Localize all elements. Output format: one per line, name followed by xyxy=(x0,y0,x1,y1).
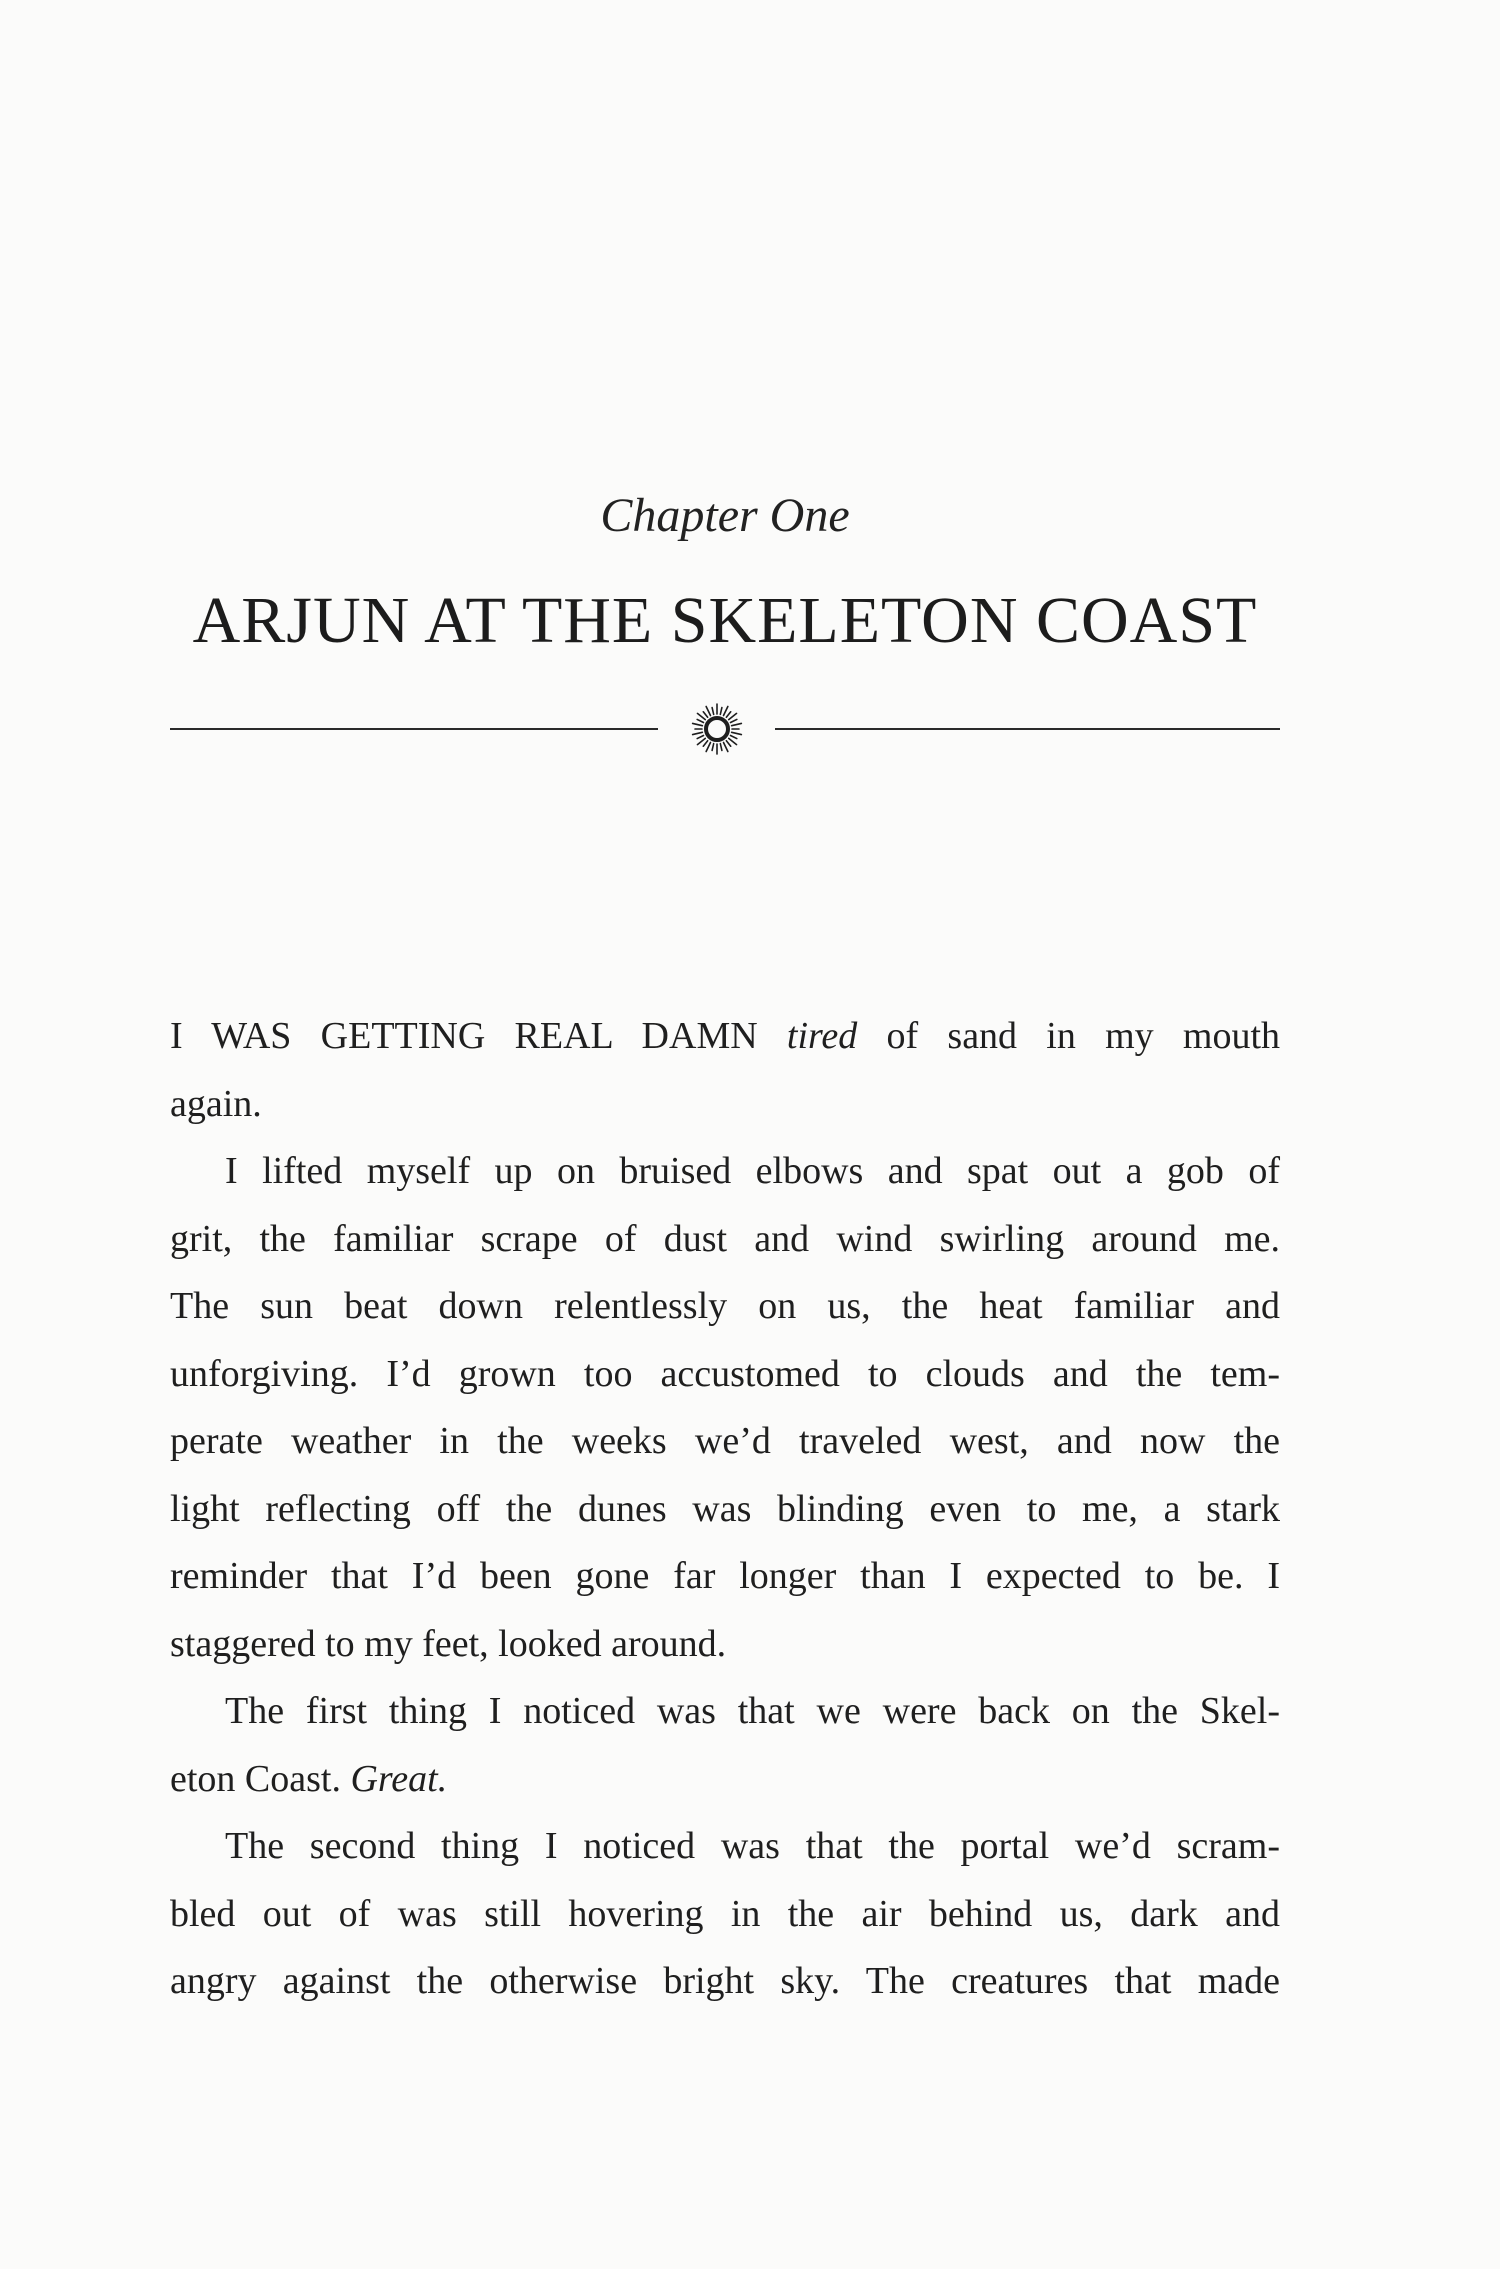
body-line: angry against the otherwise bright sky. The creatures that made xyxy=(170,1960,1280,2002)
body-line: The sun beat down relentlessly on us, the heat familiar and xyxy=(170,1285,1280,1327)
body-line: again. xyxy=(170,1082,262,1125)
chapter-ornament xyxy=(170,694,1280,764)
body-line: The second thing I noticed was that the portal we’d scram- xyxy=(225,1825,1280,1867)
body-line: perate weather in the weeks we’d traveled west, and now the xyxy=(170,1420,1280,1462)
body-line: bled out of was still hovering in the air behind us, dark and xyxy=(170,1892,1280,1935)
ornament-rule-left xyxy=(170,728,658,730)
body-line: I WAS GETTING REAL DAMN tired of sand in my mouth xyxy=(170,1015,1281,1057)
body-line: grit, the familiar scrape of dust and wind swirling around me. xyxy=(170,1217,1280,1260)
ornament-rule-right xyxy=(775,728,1280,730)
body-line: unforgiving. I’d grown too accustomed to clouds and the tem- xyxy=(170,1352,1280,1395)
chapter-body xyxy=(170,1003,1280,2016)
sun-ornament-icon xyxy=(682,694,752,764)
body-line: staggered to my feet, looked around. xyxy=(170,1622,727,1665)
chapter-label: Chapter One xyxy=(600,489,850,542)
body-line: The first thing I noticed was that we were back on the Skel- xyxy=(225,1690,1280,1732)
body-line: I lifted myself up on bruised elbows and spat out a gob of xyxy=(225,1150,1280,1192)
chapter-title: ARJUN AT THE SKELETON COAST xyxy=(192,584,1258,657)
body-line: reminder that I’d been gone far longer than I expected to be. I xyxy=(170,1555,1280,1597)
body-line: eton Coast. Great. xyxy=(170,1757,448,1800)
body-line: light reflecting off the dunes was blinding even to me, a stark xyxy=(170,1487,1280,1530)
